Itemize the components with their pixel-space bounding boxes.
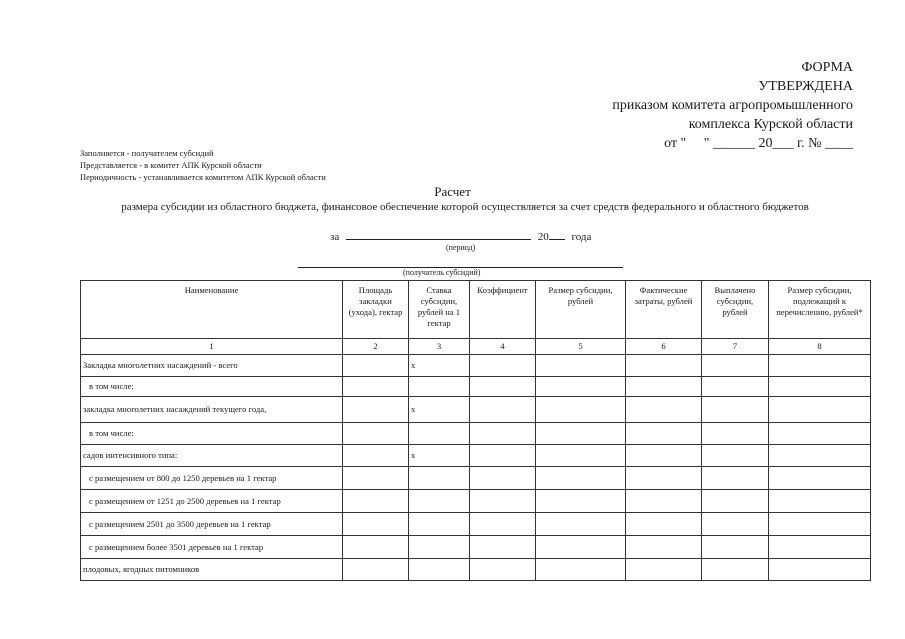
col-num: 5	[536, 339, 626, 355]
document-subtitle: размера субсидии из областного бюджета, финансовое обеспечение которой осуществляется за счет средств федерального и областного бюджетов	[121, 201, 809, 213]
meta-periodicity: Периодичность - устанавливается комитетом АПК Курской области	[80, 172, 326, 182]
cell-actual-costs[interactable]	[626, 423, 702, 445]
table-row	[81, 467, 871, 490]
header-coefficient: Коэффициент	[470, 281, 536, 339]
period-year-prefix: 20	[537, 231, 549, 243]
cell-subsidy-size[interactable]	[536, 490, 626, 513]
table-row	[81, 397, 871, 423]
cell-area[interactable]	[343, 559, 409, 581]
row-name: садов интенсивного типа:	[81, 445, 343, 467]
row-name: Закладка многолетних насаждений - всего	[81, 355, 343, 377]
cell-coefficient[interactable]	[470, 397, 536, 423]
cell-subsidy-size[interactable]	[536, 513, 626, 536]
cell-area[interactable]	[343, 423, 409, 445]
cell-to-transfer[interactable]	[769, 445, 871, 467]
cell-paid[interactable]	[702, 397, 769, 423]
cell-paid[interactable]	[702, 377, 769, 397]
col-num: 7	[702, 339, 769, 355]
cell-rate	[409, 490, 470, 513]
cell-subsidy-size[interactable]	[536, 355, 626, 377]
cell-paid[interactable]	[702, 423, 769, 445]
cell-paid[interactable]	[702, 513, 769, 536]
period-caption: (период)	[446, 243, 476, 252]
cell-area[interactable]	[343, 355, 409, 377]
cell-to-transfer[interactable]	[769, 355, 871, 377]
cell-to-transfer[interactable]	[769, 490, 871, 513]
table-row	[81, 377, 871, 397]
table-row	[81, 490, 871, 513]
cell-coefficient[interactable]	[470, 513, 536, 536]
approval-line-approved: УТВЕРЖДЕНА	[758, 79, 853, 94]
row-name: с размещением 2501 до 3500 деревьев на 1 гектар	[81, 513, 343, 536]
table-header-row	[81, 281, 871, 339]
cell-rate	[409, 559, 470, 581]
table-row	[81, 559, 871, 581]
row-name: с размещением от 800 до 1250 деревьев на 1 гектар	[81, 467, 343, 490]
table-row	[81, 536, 871, 559]
cell-actual-costs[interactable]	[626, 513, 702, 536]
cell-area[interactable]	[343, 536, 409, 559]
cell-rate	[409, 513, 470, 536]
cell-subsidy-size[interactable]	[536, 397, 626, 423]
approval-line-date: от " " ______ 20___ г. № ____	[664, 136, 853, 151]
cell-actual-costs[interactable]	[626, 490, 702, 513]
cell-to-transfer[interactable]	[769, 423, 871, 445]
recipient-caption: (получатель субсидий)	[403, 268, 481, 277]
cell-coefficient[interactable]	[470, 355, 536, 377]
column-number-row	[81, 339, 871, 355]
cell-actual-costs[interactable]	[626, 559, 702, 581]
row-name: с размещением более 3501 деревьев на 1 гектар	[81, 536, 343, 559]
cell-paid[interactable]	[702, 355, 769, 377]
approval-stamp	[573, 58, 853, 153]
cell-area[interactable]	[343, 467, 409, 490]
period-blank[interactable]	[346, 229, 531, 240]
cell-subsidy-size[interactable]	[536, 536, 626, 559]
table-row	[81, 423, 871, 445]
cell-rate: х	[409, 445, 470, 467]
cell-actual-costs[interactable]	[626, 355, 702, 377]
row-name: закладка многолетних насаждений текущего года,	[81, 397, 343, 423]
col-num: 2	[343, 339, 409, 355]
cell-subsidy-size[interactable]	[536, 423, 626, 445]
cell-subsidy-size[interactable]	[536, 445, 626, 467]
row-name: в том числе:	[81, 423, 343, 445]
header-paid: Выплачено субсидии, рублей	[702, 281, 769, 339]
table-row	[81, 445, 871, 467]
header-actual-costs: Фактические затраты, рублей	[626, 281, 702, 339]
cell-paid[interactable]	[702, 467, 769, 490]
col-num: 6	[626, 339, 702, 355]
cell-to-transfer[interactable]	[769, 513, 871, 536]
cell-area[interactable]	[343, 397, 409, 423]
col-num: 3	[409, 339, 470, 355]
header-area: Площадь закладки (ухода), гектар	[343, 281, 409, 339]
cell-coefficient[interactable]	[470, 445, 536, 467]
cell-rate	[409, 467, 470, 490]
cell-coefficient[interactable]	[470, 490, 536, 513]
table-row	[81, 355, 871, 377]
cell-area[interactable]	[343, 490, 409, 513]
cell-subsidy-size[interactable]	[536, 377, 626, 397]
cell-rate	[409, 536, 470, 559]
row-name: в том числе:	[81, 377, 343, 397]
header-to-transfer: Размер субсидии, подлежащий к перечислению, рублей*	[769, 281, 871, 339]
cell-subsidy-size[interactable]	[536, 559, 626, 581]
col-num: 1	[81, 339, 343, 355]
cell-actual-costs[interactable]	[626, 377, 702, 397]
header-subsidy-size: Размер субсидии, рублей	[536, 281, 626, 339]
period-line	[330, 229, 591, 243]
period-suffix: года	[571, 231, 592, 243]
meta-submitted-to: Представляется - в комитет АПК Курской области	[80, 160, 262, 170]
subsidy-table	[80, 280, 871, 581]
cell-rate	[409, 377, 470, 397]
row-name: с размещением от 1251 до 2500 деревьев на 1 гектар	[81, 490, 343, 513]
cell-to-transfer[interactable]	[769, 467, 871, 490]
col-num: 4	[470, 339, 536, 355]
cell-coefficient[interactable]	[470, 536, 536, 559]
cell-subsidy-size[interactable]	[536, 467, 626, 490]
cell-coefficient[interactable]	[470, 423, 536, 445]
period-year-blank[interactable]	[549, 229, 565, 240]
cell-area[interactable]	[343, 445, 409, 467]
cell-to-transfer[interactable]	[769, 536, 871, 559]
form-meta	[80, 147, 326, 183]
cell-paid[interactable]	[702, 559, 769, 581]
approval-line-form: ФОРМА	[801, 60, 853, 75]
cell-rate: х	[409, 397, 470, 423]
meta-filled-by: Заполняется - получателем субсидий	[80, 148, 214, 158]
cell-coefficient[interactable]	[470, 377, 536, 397]
document-title: Расчет	[434, 184, 471, 199]
cell-actual-costs[interactable]	[626, 445, 702, 467]
cell-paid[interactable]	[702, 536, 769, 559]
cell-coefficient[interactable]	[470, 467, 536, 490]
cell-paid[interactable]	[702, 490, 769, 513]
header-rate: Ставка субсидии, рублей на 1 гектар	[409, 281, 470, 339]
approval-line-committee: комплекса Курской области	[688, 117, 853, 132]
cell-to-transfer[interactable]	[769, 559, 871, 581]
header-name: Наименование	[81, 281, 343, 339]
cell-actual-costs[interactable]	[626, 397, 702, 423]
cell-coefficient[interactable]	[470, 559, 536, 581]
cell-area[interactable]	[343, 377, 409, 397]
table-row	[81, 513, 871, 536]
cell-actual-costs[interactable]	[626, 536, 702, 559]
approval-line-order: приказом комитета агропромышленного	[612, 98, 853, 113]
period-prefix: за	[330, 231, 340, 243]
cell-paid[interactable]	[702, 445, 769, 467]
cell-actual-costs[interactable]	[626, 467, 702, 490]
cell-area[interactable]	[343, 513, 409, 536]
col-num: 8	[769, 339, 871, 355]
cell-rate: х	[409, 355, 470, 377]
cell-rate	[409, 423, 470, 445]
cell-to-transfer[interactable]	[769, 397, 871, 423]
row-name: плодовых, ягодных питомников	[81, 559, 343, 581]
cell-to-transfer[interactable]	[769, 377, 871, 397]
